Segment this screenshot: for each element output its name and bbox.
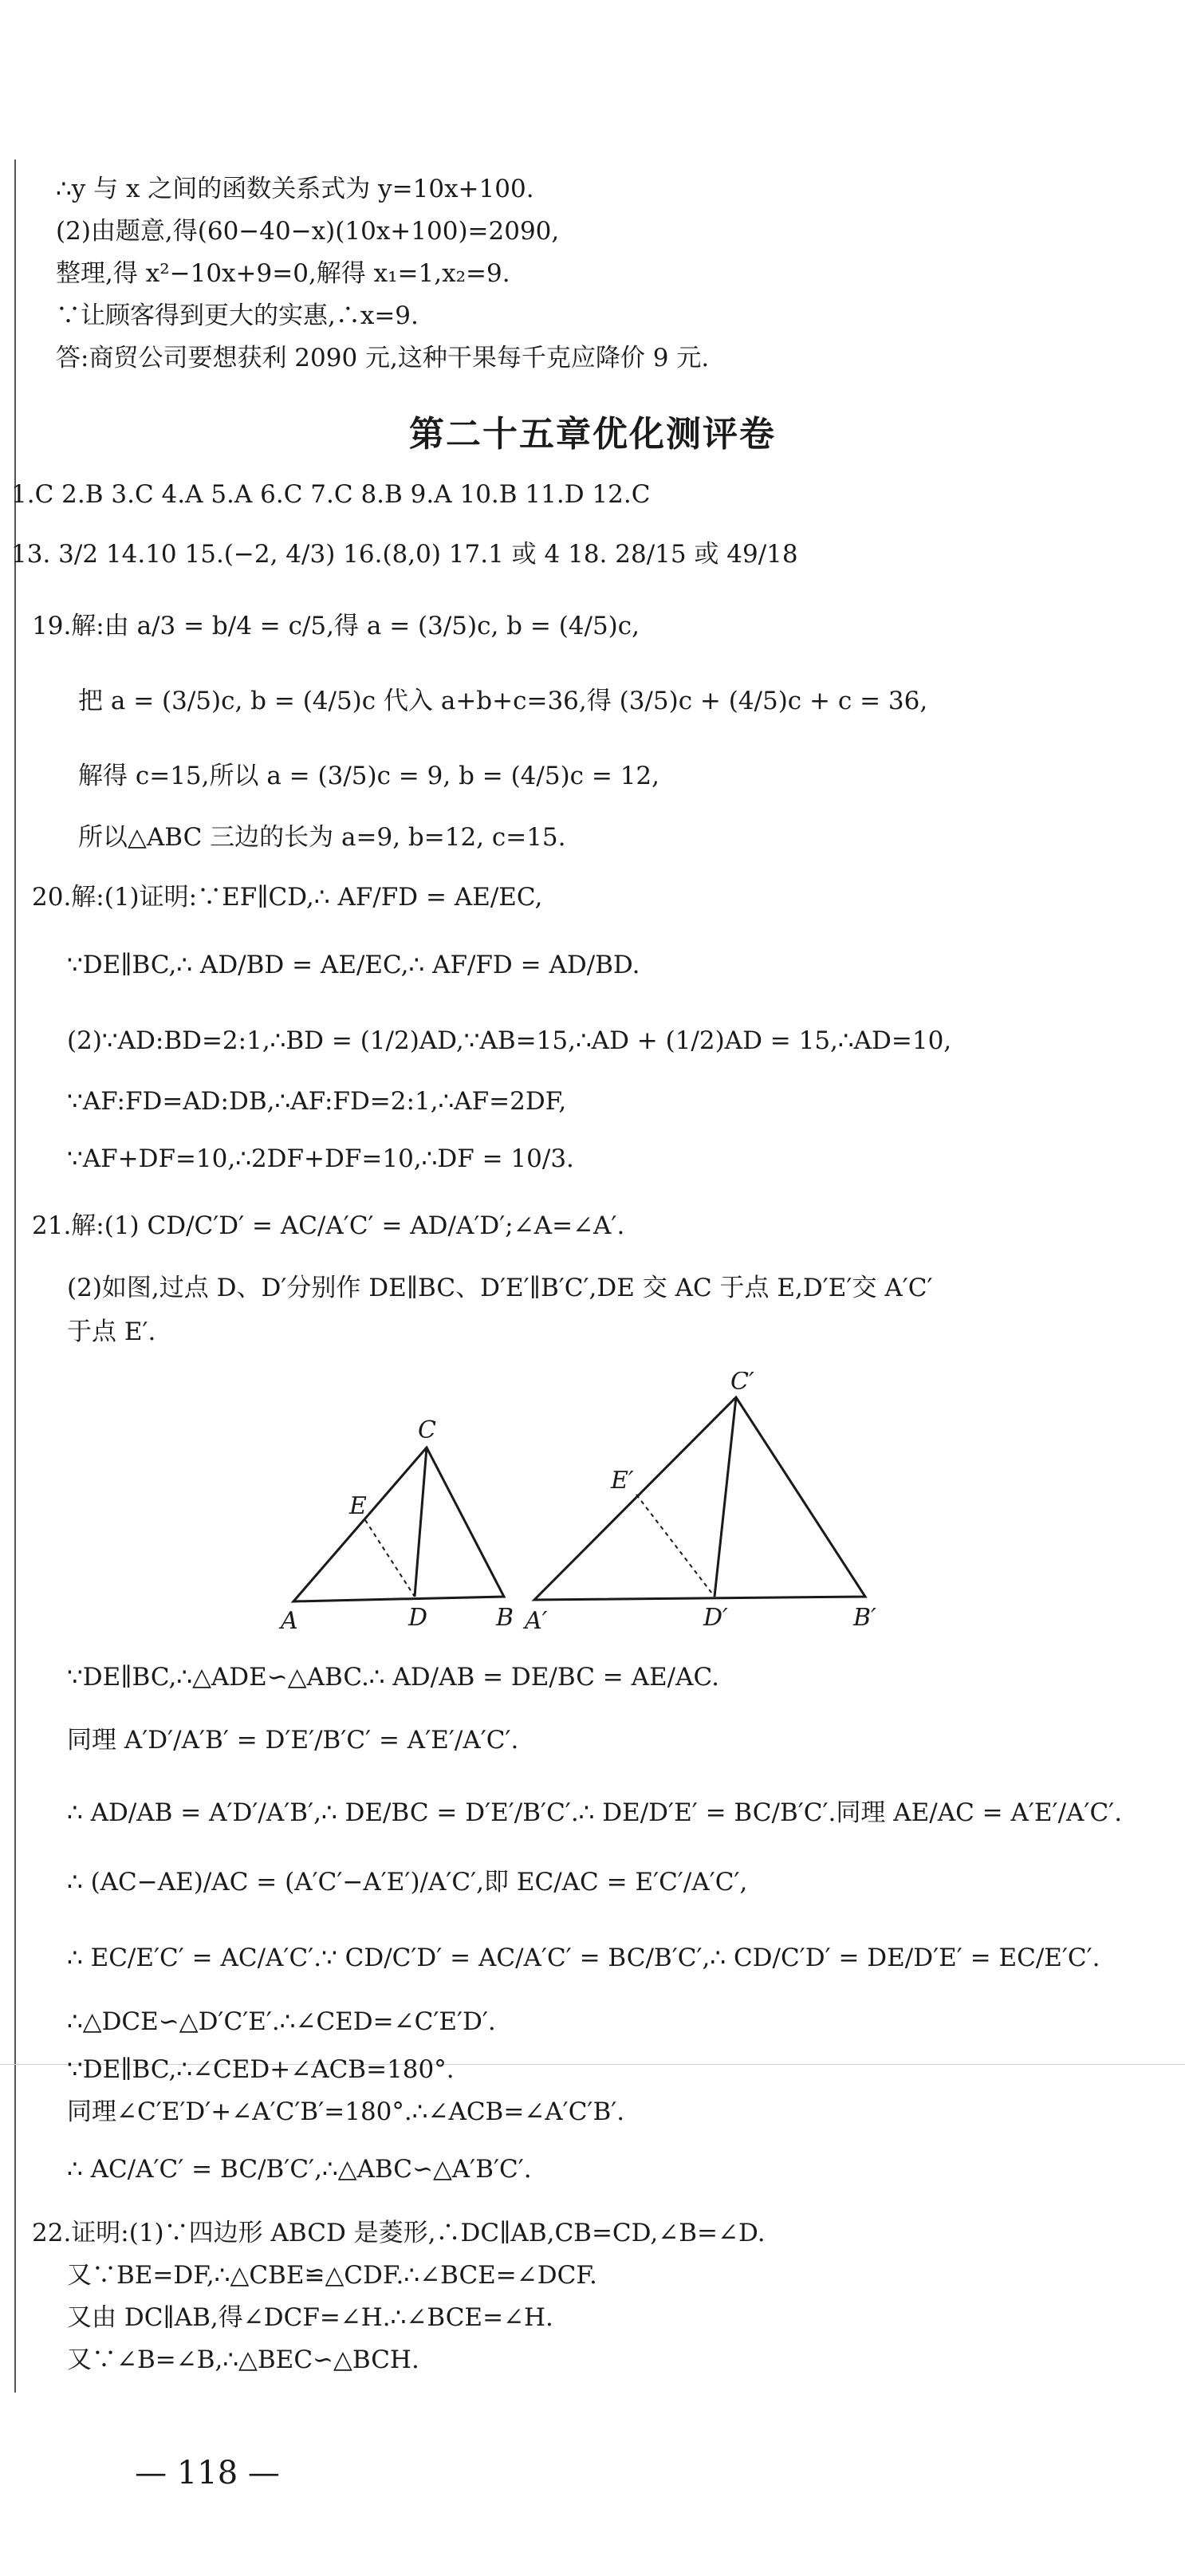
similar-triangles-figure [271,1372,893,1635]
text-line: ∴y 与 x 之间的函数关系式为 y=10x+100. [56,175,534,203]
q20-line: ∵AF+DF=10,∴2DF+DF=10,∴DF = 10/3. [67,1144,574,1173]
q21-line: 21.解:(1) CD/C′D′ = AC/A′C′ = AD/A′D′;∠A=∠A′. [32,1211,625,1240]
q19-line: 解得 c=15,所以 a = (3/5)c = 9, b = (4/5)c = 12, [78,762,660,790]
q21-proof-line: ∵DE∥BC,∴∠CED+∠ACB=180°. [67,2055,455,2084]
label-a: A [281,1607,298,1635]
segment-d-e-prime [636,1495,715,1597]
label-b: B [496,1604,514,1632]
segment-cd [415,1448,427,1597]
triangle-a-b-c-prime [534,1397,865,1600]
q19-line: 所以△ABC 三边的长为 a=9, b=12, c=15. [78,823,566,852]
label-e: E [349,1492,367,1520]
q21-proof-line: ∴ (AC−AE)/AC = (A′C′−A′E′)/A′C′,即 EC/AC = E′C′/A′C′, [67,1868,748,1897]
q21-proof-line: ∴ AC/A′C′ = BC/B′C′,∴△ABC∽△A′B′C′. [67,2155,532,2184]
q21-proof-line: ∴ AD/AB = A′D′/A′B′,∴ DE/BC = D′E′/B′C′.∴ DE/D′E′ = BC/B′C′.同理 AE/AC = A′E′/A′C′. [67,1798,1123,1827]
q19-line: 把 a = (3/5)c, b = (4/5)c 代入 a+b+c=36,得 (3/5)c + (4/5)c + c = 36, [78,687,928,715]
triangle-abc [293,1448,504,1601]
label-a-prime: A′ [525,1607,548,1635]
text-line: 答:商贸公司要想获利 2090 元,这种干果每千克应降价 9 元. [56,344,710,372]
q20-line: 20.解:(1)证明:∵EF∥CD,∴ AF/FD = AE/EC, [32,883,543,912]
label-c: C [418,1416,436,1444]
q20-line: ∵DE∥BC,∴ AD/BD = AE/EC,∴ AF/FD = AD/BD. [67,951,640,979]
q21-proof-line: ∴ EC/E′C′ = AC/A′C′.∵ CD/C′D′ = AC/A′C′ = BC/B′C′,∴ CD/C′D′ = DE/D′E′ = EC/E′C′. [67,1944,1100,1972]
text-line: ∵让顾客得到更大的实惠,∴x=9. [56,301,419,330]
q21-line: 于点 E′. [67,1318,156,1346]
text-line: 整理,得 x²−10x+9=0,解得 x₁=1,x₂=9. [56,259,510,288]
q22-line: 22.证明:(1)∵四边形 ABCD 是菱形,∴DC∥AB,CB=CD,∠B=∠D. [32,2219,766,2247]
q22-line: 又由 DC∥AB,得∠DCF=∠H.∴∠BCE=∠H. [67,2303,553,2332]
label-d-prime: D′ [703,1604,728,1632]
q22-line: 又∵∠B=∠B,∴△BEC∽△BCH. [67,2346,419,2374]
q22-line: 又∵BE=DF,∴△CBE≌△CDF.∴∠BCE=∠DCF. [67,2261,597,2290]
q20-line: (2)∵AD:BD=2:1,∴BD = (1/2)AD,∵AB=15,∴AD + (1/2)AD = 15,∴AD=10, [67,1026,952,1055]
q21-line: (2)如图,过点 D、D′分别作 DE∥BC、D′E′∥B′C′,DE 交 AC 于点 E,D′E′交 A′C′ [67,1274,933,1302]
segment-c-d-prime [715,1397,736,1597]
q20-line: ∵AF:FD=AD:DB,∴AF:FD=2:1,∴AF=2DF, [67,1087,567,1116]
q19-line: 19.解:由 a/3 = b/4 = c/5,得 a = (3/5)c, b = (4/5)c, [32,612,640,640]
q21-proof-line: 同理∠C′E′D′+∠A′C′B′=180°.∴∠ACB=∠A′C′B′. [67,2097,625,2126]
segment-de [365,1520,415,1597]
q21-proof-line: ∵DE∥BC,∴△ADE∽△ABC.∴ AD/AB = DE/BC = AE/AC. [67,1663,719,1692]
answer-line: 1.C 2.B 3.C 4.A 5.A 6.C 7.C 8.B 9.A 10.B 11.D 12.C [11,480,651,509]
chapter-title: 第二十五章优化测评卷 [409,414,776,455]
q21-proof-line: ∴△DCE∽△D′C′E′.∴∠CED=∠C′E′D′. [67,2007,496,2036]
label-d: D [408,1604,428,1632]
page-number: — 118 — [135,2455,280,2491]
label-b-prime: B′ [853,1604,876,1632]
text-line: (2)由题意,得(60−40−x)(10x+100)=2090, [56,217,560,246]
answer-line: 13. 3/2 14.10 15.(−2, 4/3) 16.(8,0) 17.1 或 4 18. 28/15 或 49/18 [11,540,798,569]
label-c-prime: C′ [730,1372,754,1396]
label-e-prime: E′ [611,1467,634,1495]
q21-proof-line: 同理 A′D′/A′B′ = D′E′/B′C′ = A′E′/A′C′. [67,1726,519,1755]
